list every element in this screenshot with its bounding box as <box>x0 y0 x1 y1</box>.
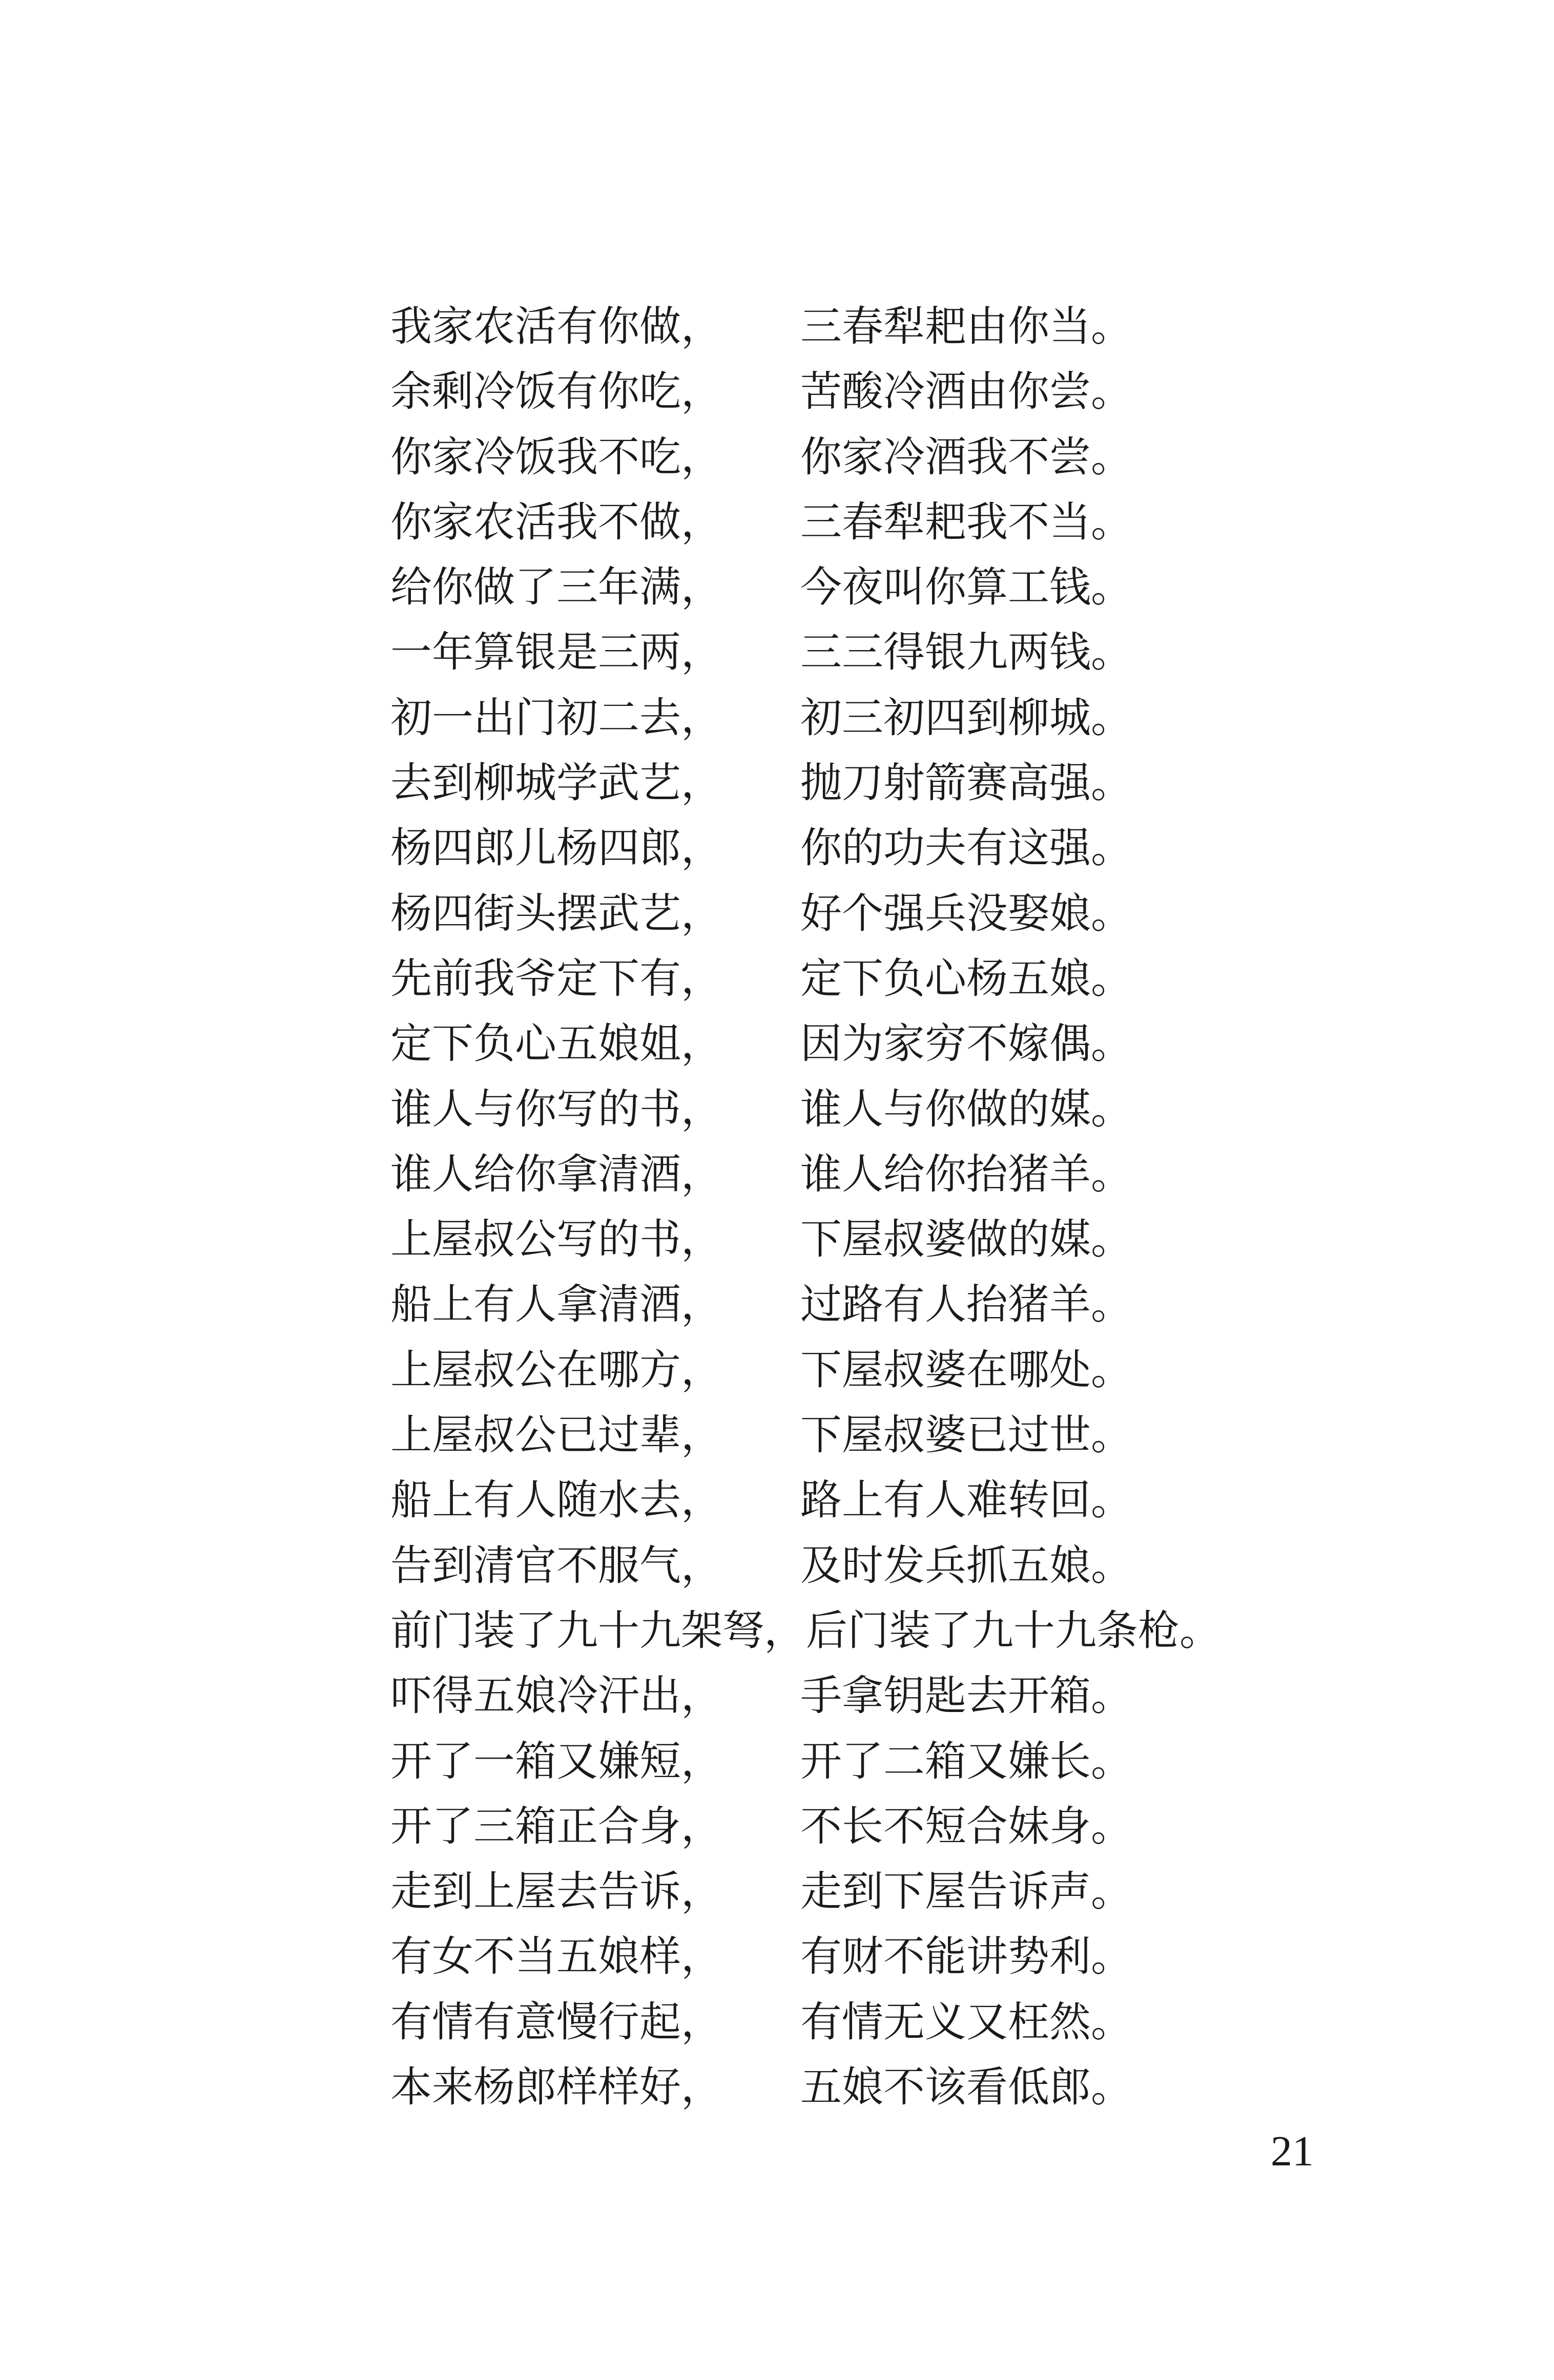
couplet-second-line: 下屋叔婆已过世。 <box>800 1411 1133 1460</box>
couplet-first-line: 谁人给你拿清酒， <box>390 1150 723 1199</box>
poem-couplet <box>390 1599 1390 1664</box>
couplet-second-line: 你家冷酒我不尝。 <box>800 433 1133 482</box>
couplet-second-line: 谁人与你做的媒。 <box>800 1085 1133 1134</box>
couplet-second-line: 后门装了九十九条枪。 <box>806 1606 1221 1655</box>
couplet-first-line: 上屋叔公在哪方， <box>390 1346 723 1394</box>
couplet-second-line: 路上有人难转回。 <box>800 1476 1133 1525</box>
couplet-second-line: 下屋叔婆做的媒。 <box>800 1216 1133 1264</box>
couplet-second-line: 下屋叔婆在哪处。 <box>800 1346 1133 1394</box>
poem-couplet <box>390 360 1390 425</box>
couplet-first-line: 你家冷饭我不吃， <box>390 433 723 482</box>
couplet-second-line: 过路有人抬猪羊。 <box>800 1281 1133 1329</box>
couplet-second-line: 抛刀射箭赛高强。 <box>800 759 1133 808</box>
couplet-first-line: 有女不当五娘样， <box>390 1933 723 1981</box>
poem-couplet <box>390 1990 1390 2055</box>
couplet-first-line: 走到上屋去告诉， <box>390 1868 723 1916</box>
poem-couplet <box>390 295 1390 360</box>
couplet-first-line: 吓得五娘冷汗出， <box>390 1672 723 1721</box>
poem-couplet <box>390 1142 1390 1207</box>
poem-couplet <box>390 1860 1390 1925</box>
poem-couplet <box>390 1077 1390 1142</box>
poem-couplet <box>390 947 1390 1012</box>
poem-couplet <box>390 1664 1390 1729</box>
poem-couplet <box>390 1468 1390 1533</box>
couplet-second-line: 开了二箱又嫌长。 <box>800 1737 1133 1786</box>
couplet-second-line: 苦酸冷酒由你尝。 <box>800 368 1133 416</box>
poem-couplet <box>390 816 1390 881</box>
couplet-first-line: 你家农活我不做， <box>390 498 723 547</box>
couplet-first-line: 开了一箱又嫌短， <box>390 1737 723 1786</box>
couplet-second-line: 不长不短合妹身。 <box>800 1802 1133 1851</box>
poem-couplet <box>390 425 1390 490</box>
couplet-first-line: 有情有意慢行起， <box>390 1998 723 2047</box>
couplet-first-line: 去到柳城学武艺， <box>390 759 723 808</box>
poem-couplet <box>390 1338 1390 1403</box>
couplet-first-line: 杨四郎儿杨四郎， <box>390 824 723 873</box>
poem-couplet <box>390 686 1390 751</box>
couplet-second-line: 定下负心杨五娘。 <box>800 954 1133 1003</box>
couplet-second-line: 初三初四到柳城。 <box>800 694 1133 742</box>
poem-couplet <box>390 1403 1390 1468</box>
couplet-first-line: 谁人与你写的书， <box>390 1085 723 1134</box>
couplet-first-line: 余剩冷饭有你吃， <box>390 368 723 416</box>
page-number: 21 <box>1271 2127 1314 2175</box>
couplet-first-line: 给你做了三年满， <box>390 563 723 612</box>
poem-couplet <box>390 555 1390 620</box>
couplet-first-line: 本来杨郎样样好， <box>390 2063 723 2112</box>
couplet-first-line: 一年算银是三两， <box>390 629 723 677</box>
couplet-second-line: 五娘不该看低郎。 <box>800 2063 1133 2112</box>
poem-couplet <box>390 1207 1390 1272</box>
poem-couplet <box>390 1012 1390 1077</box>
couplet-first-line: 上屋叔公写的书， <box>390 1216 723 1264</box>
couplet-second-line: 因为家穷不嫁偶。 <box>800 1020 1133 1069</box>
couplet-second-line: 谁人给你抬猪羊。 <box>800 1150 1133 1199</box>
couplet-first-line: 我家农活有你做， <box>390 303 723 351</box>
couplet-second-line: 三春犁耙我不当。 <box>800 498 1133 547</box>
couplet-second-line: 三春犁耙由你当。 <box>800 303 1133 351</box>
couplet-first-line: 先前我爷定下有， <box>390 954 723 1003</box>
couplet-second-line: 有财不能讲势利。 <box>800 1933 1133 1981</box>
couplet-first-line: 初一出门初二去， <box>390 694 723 742</box>
couplet-second-line: 有情无义又枉然。 <box>800 1998 1133 2047</box>
couplet-second-line: 好个强兵没娶娘。 <box>800 889 1133 938</box>
couplet-first-line: 开了三箱正合身， <box>390 1802 723 1851</box>
couplet-second-line: 你的功夫有这强。 <box>800 824 1133 873</box>
couplet-first-line: 船上有人随水去， <box>390 1476 723 1525</box>
couplet-first-line: 告到清官不服气， <box>390 1541 723 1590</box>
poem-couplet <box>390 882 1390 947</box>
poem-couplet <box>390 1794 1390 1860</box>
poem-body <box>390 295 1390 2120</box>
couplet-second-line: 走到下屋告诉声。 <box>800 1868 1133 1916</box>
poem-couplet <box>390 2055 1390 2120</box>
couplet-first-line: 杨四街头摆武艺， <box>390 889 723 938</box>
poem-couplet <box>390 1534 1390 1599</box>
poem-couplet <box>390 1729 1390 1794</box>
couplet-second-line: 今夜叫你算工钱。 <box>800 563 1133 612</box>
poem-couplet <box>390 620 1390 685</box>
poem-couplet <box>390 1272 1390 1338</box>
poem-couplet <box>390 1925 1390 1990</box>
couplet-second-line: 及时发兵抓五娘。 <box>800 1541 1133 1590</box>
couplet-first-line: 上屋叔公已过辈， <box>390 1411 723 1460</box>
couplet-first-line: 船上有人拿清酒， <box>390 1281 723 1329</box>
couplet-second-line: 手拿钥匙去开箱。 <box>800 1672 1133 1721</box>
poem-couplet <box>390 751 1390 816</box>
couplet-first-line: 前门装了九十九架弩， <box>390 1606 806 1655</box>
poem-couplet <box>390 490 1390 555</box>
couplet-second-line: 三三得银九两钱。 <box>800 629 1133 677</box>
couplet-first-line: 定下负心五娘姐， <box>390 1020 723 1069</box>
